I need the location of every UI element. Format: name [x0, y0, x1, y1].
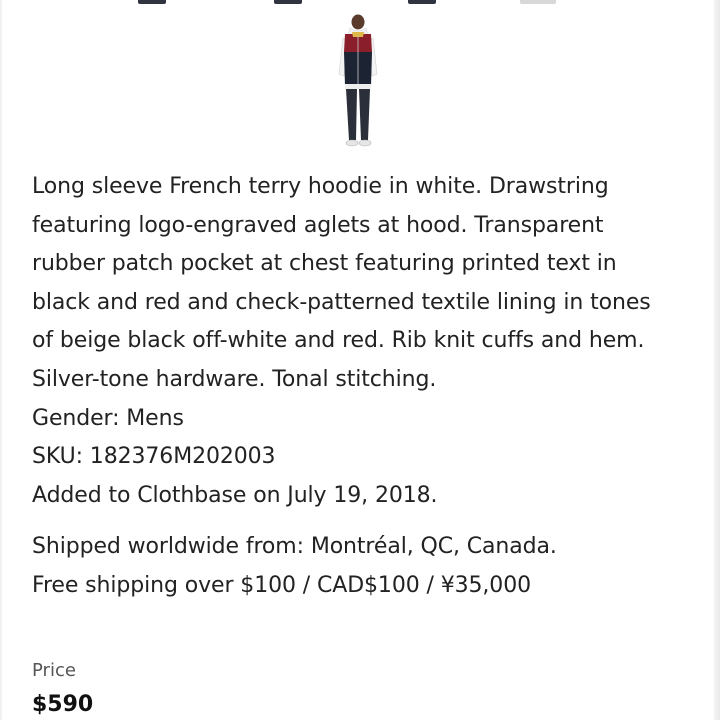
free-shipping-text: Free shipping over $100 / CAD$100 / ¥35,000 [32, 572, 531, 598]
product-description [32, 168, 672, 515]
shipping-info [32, 528, 692, 605]
sku-text: SKU: 182376M202003 [32, 444, 276, 470]
product-thumbnail-4[interactable] [516, 0, 600, 6]
description-text: Long sleeve French terry hoodie in white. Drawstring featuring logo-engraved aglets at hood. Transparent rubber patch pocket at chest featuring printed text in black and red and check-patterned textile lining in tones of beige black off-white and red. Rib knit cuffs and hem. Silver-tone hardware. Tonal stitching. [32, 174, 651, 392]
gender-text: Gender: Mens [32, 405, 184, 431]
price-value: $590 [32, 692, 94, 717]
shipping-origin-text: Shipped worldwide from: Montréal, QC, Canada. [32, 534, 557, 559]
left-edge [0, 0, 2, 720]
product-thumbnail-2[interactable] [270, 0, 306, 6]
product-thumbnail-3[interactable] [404, 0, 440, 6]
model-wearing-hoodie-icon[interactable] [330, 12, 386, 148]
price-label: Price [32, 660, 76, 681]
product-thumbnail-1[interactable] [134, 0, 170, 6]
thumbnail-strip [0, 0, 720, 8]
right-scroll-edge [714, 0, 720, 720]
added-date-text: Added to Clothbase on July 19, 2018. [32, 482, 438, 508]
